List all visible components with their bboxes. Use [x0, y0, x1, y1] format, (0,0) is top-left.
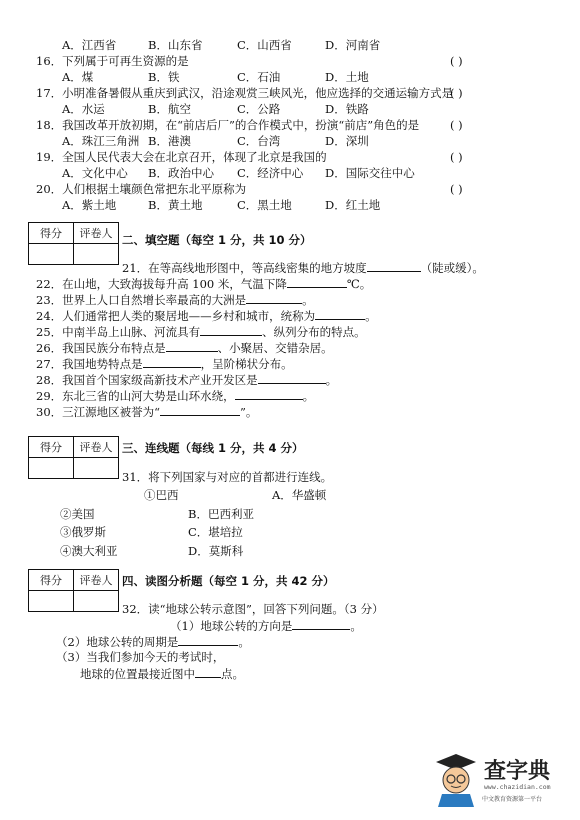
q17-stem: 17．小明准备暑假从重庆到武汉，沿途观赏三峡风光，他应选择的交通运输方式是	[36, 86, 454, 100]
q32-sub3-blank[interactable]	[195, 666, 221, 678]
section3-score-box	[28, 436, 119, 479]
q20-option-c: C．黑土地	[237, 198, 292, 212]
section4-title: 四、读图分析题（每空 1 分，共 42 分）	[122, 574, 335, 588]
q15-option-d: D．河南省	[325, 38, 381, 52]
q24: 24．人们通常把人类的聚居地——乡村和城市，统称为 。	[36, 309, 377, 323]
chazidian-logo	[432, 750, 562, 810]
match-left-1[interactable]: ①巴西	[144, 488, 179, 502]
grader-cell[interactable]	[74, 591, 119, 612]
q20-option-a: A．紫土地	[62, 198, 117, 212]
q16-stem: 16．下列属于可再生资源的是	[36, 54, 189, 68]
q17-option-a: A．水运	[62, 102, 105, 116]
q15-option-c: C．山西省	[237, 38, 292, 52]
q19-option-d: D．国际交往中心	[325, 166, 415, 180]
section2-title: 二、填空题（每空 1 分，共 10 分）	[122, 233, 312, 247]
q21: 21．在等高线地形图中，等高线密集的地方坡度 （陡或缓）。	[122, 261, 484, 275]
q20-option-d: D．红土地	[325, 198, 381, 212]
grader-cell[interactable]	[74, 458, 119, 479]
score-cell[interactable]	[29, 591, 74, 612]
q27-blank[interactable]	[143, 356, 201, 368]
q31-stem: 31．将下列国家与对应的首都进行连线。	[122, 470, 333, 484]
match-right-d[interactable]: D．莫斯科	[188, 544, 244, 558]
q28: 28．我国首个国家级高新技术产业开发区是 。	[36, 373, 338, 387]
q19-answer-paren[interactable]: ( )	[450, 150, 463, 164]
q32-sub2: （2）地球公转的周期是 。	[56, 635, 250, 649]
q15-option-b: B．山东省	[148, 38, 203, 52]
q23-blank[interactable]	[246, 292, 302, 304]
q17-option-d: D．铁路	[325, 102, 369, 116]
grader-cell[interactable]	[74, 244, 119, 265]
q22: 22．在山地，大致海拔每升高 100 米，气温下降 ℃。	[36, 277, 372, 291]
score-label: 得分	[29, 570, 74, 591]
q20-answer-paren[interactable]: ( )	[450, 182, 463, 196]
q20-stem: 20．人们根据土壤颜色常把东北平原称为	[36, 182, 247, 196]
q16-answer-paren[interactable]: ( )	[450, 54, 463, 68]
match-left-2[interactable]: ②美国	[60, 507, 95, 521]
match-right-a[interactable]: A．华盛顿	[272, 488, 327, 502]
section3-title: 三、连线题（每线 1 分，共 4 分）	[122, 441, 304, 455]
q26-blank[interactable]	[166, 340, 218, 352]
section2-score-box	[28, 222, 119, 265]
q27: 27．我国地势特点是 ，呈阶梯状分布。	[36, 357, 293, 371]
logo-tagline: 中文教育资源第一平台	[482, 796, 543, 803]
q32-sub2-blank[interactable]	[178, 634, 238, 646]
section4-score-box	[28, 569, 119, 612]
score-label: 得分	[29, 437, 74, 458]
q22-blank[interactable]	[287, 276, 347, 288]
q19-option-b: B．政治中心	[148, 166, 214, 180]
q32-stem: 32．读“地球公转示意图”，回答下列问题。（3 分）	[122, 602, 384, 616]
q32-sub1: （1）地球公转的方向是 。	[170, 619, 362, 633]
q29: 29．东北三省的山河大势是山环水绕， 。	[36, 389, 315, 403]
q18-option-d: D．深圳	[325, 134, 369, 148]
q18-option-a: A．珠江三角洲	[62, 134, 140, 148]
match-right-c[interactable]: C．堪培拉	[188, 525, 243, 539]
q25: 25．中南半岛上山脉、河流具有 、纵列分布的特点。	[36, 325, 366, 339]
grader-label: 评卷人	[74, 223, 119, 244]
q32-sub3-line1: （3）当我们参加今天的考试时，	[56, 650, 225, 664]
q17-option-b: B．航空	[148, 102, 191, 116]
logo-url: www.chazidian.com	[484, 783, 551, 791]
q32-sub1-blank[interactable]	[292, 618, 350, 630]
q15-option-a: A．江西省	[62, 38, 117, 52]
q16-option-b: B．铁	[148, 70, 180, 84]
match-left-3[interactable]: ③俄罗斯	[60, 525, 106, 539]
match-left-4[interactable]: ④澳大利亚	[60, 544, 118, 558]
q16-option-d: D．土地	[325, 70, 369, 84]
q18-answer-paren[interactable]: ( )	[450, 118, 463, 132]
mascot-icon	[432, 752, 480, 808]
q23: 23．世界上人口自然增长率最高的大洲是 。	[36, 293, 314, 307]
q30-blank[interactable]	[160, 404, 240, 416]
q24-blank[interactable]	[315, 308, 365, 320]
q17-option-c: C．公路	[237, 102, 281, 116]
match-right-b[interactable]: B．巴西利亚	[188, 507, 254, 521]
q18-option-b: B．港澳	[148, 134, 191, 148]
q19-stem: 19．全国人民代表大会在北京召开，体现了北京是我国的	[36, 150, 327, 164]
logo-name: 查字典	[484, 759, 551, 784]
q18-option-c: C．台湾	[237, 134, 281, 148]
grader-label: 评卷人	[74, 570, 119, 591]
q25-blank[interactable]	[200, 324, 262, 336]
q18-stem: 18．我国改革开放初期，在“前店后厂”的合作模式中，扮演“前店”角色的是	[36, 118, 420, 132]
q28-blank[interactable]	[258, 372, 326, 384]
q32-sub3-line2: 地球的位置最接近图中 点。	[80, 667, 244, 681]
score-cell[interactable]	[29, 244, 74, 265]
q16-option-c: C．石油	[237, 70, 281, 84]
q16-option-a: A．煤	[62, 70, 94, 84]
q29-blank[interactable]	[235, 388, 303, 400]
q21-blank[interactable]	[367, 260, 421, 272]
q19-option-c: C．经济中心	[237, 166, 304, 180]
q30: 30．三江源地区被誉为“ ”。	[36, 405, 258, 419]
score-cell[interactable]	[29, 458, 74, 479]
q20-option-b: B．黄土地	[148, 198, 203, 212]
q17-answer-paren[interactable]: ( )	[450, 86, 463, 100]
q26: 26．我国民族分布特点是 、小聚居、交错杂居。	[36, 341, 333, 355]
score-label: 得分	[29, 223, 74, 244]
q19-option-a: A．文化中心	[62, 166, 128, 180]
grader-label: 评卷人	[74, 437, 119, 458]
